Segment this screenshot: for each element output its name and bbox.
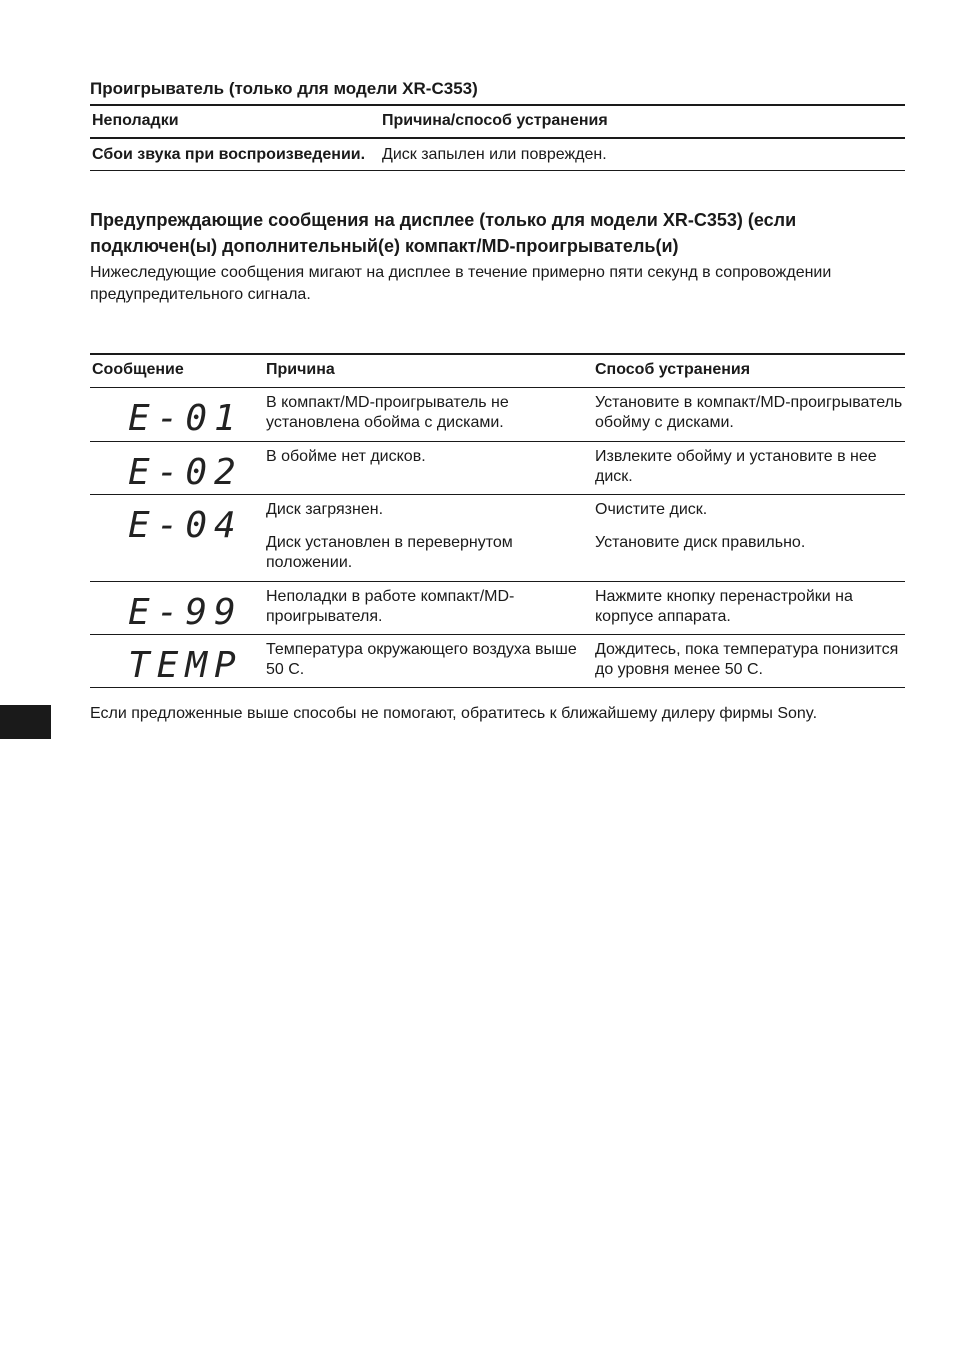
lcd-message: E-01 (128, 398, 243, 439)
header-message: Сообщение (92, 361, 184, 378)
table-header-row (90, 355, 905, 387)
cause-cell (266, 640, 595, 680)
header-remedy: Способ устранения (595, 361, 751, 378)
remedy-cell (595, 500, 905, 574)
warnings-section-title: Предупреждающие сообщения на дисплее (только для модели XR-C353) (если подключен(ы) дополнительный(е) компакт/MD-проигрыватель(и) (90, 210, 797, 256)
cause-cell (266, 587, 595, 627)
message-cell (92, 587, 266, 633)
remedy-text: Очистите диск. (595, 501, 708, 518)
page-tab-marker (0, 705, 51, 739)
warnings-intro: Нижеследующие сообщения мигают на дисплее в течение примерно пяти секунд в сопровождении предупредительного сигнала. (90, 264, 832, 303)
table-row (90, 388, 905, 441)
cause-cell: Диск запылен или поврежден. (382, 146, 607, 163)
player-section-title: Проигрыватель (только для модели XR-C353) (90, 79, 478, 98)
table-header-row (90, 106, 905, 137)
remedy-text: Нажмите кнопку перенастройки на корпусе аппарата. (595, 588, 853, 625)
table-row (90, 139, 905, 170)
warnings-section (90, 208, 905, 305)
player-section (90, 78, 905, 171)
remedy-cell (595, 393, 905, 434)
table-bottom-rule (90, 170, 905, 171)
lcd-message: E-02 (128, 452, 243, 493)
problem-cell: Сбои звука при воспроизведении. (92, 146, 366, 163)
header-problem: Неполадки (92, 112, 179, 129)
cause-cell (266, 393, 595, 434)
table-bottom-rule (90, 687, 905, 688)
message-cell (92, 447, 266, 493)
remedy-cell (595, 587, 905, 627)
warnings-table (90, 353, 905, 688)
cause-text: Диск загрязнен. (266, 501, 384, 518)
remedy-text: Извлеките обойму и установите в нее диск. (595, 448, 877, 485)
message-cell (92, 500, 266, 574)
message-cell (92, 640, 266, 686)
table-row (90, 442, 905, 494)
remedy-cell (595, 640, 905, 680)
cause-text: Неполадки в работе компакт/MD-проигрывателя. (266, 588, 515, 625)
remedy-text: Дождитесь, пока температура понизится до уровня менее 50 C. (595, 641, 899, 678)
cause-text: Температура окружающего воздуха выше 50 C. (266, 641, 577, 678)
header-cause: Причина (266, 361, 335, 378)
header-cause-remedy: Причина/способ устранения (382, 112, 608, 129)
remedy-text: Установите в компакт/MD-проигрыватель обойму с дисками. (595, 394, 903, 431)
table-row (90, 495, 905, 581)
cause-text: В компакт/MD-проигрыватель не установлена обойма с дисками. (266, 394, 509, 431)
cause-cell (266, 447, 595, 487)
remedy-text: Установите диск правильно. (595, 534, 806, 551)
cause-text: В обойме нет дисков. (266, 448, 426, 465)
cause-text: Диск установлен в перевернутом положении. (266, 534, 513, 571)
table-row (90, 635, 905, 687)
message-cell (92, 393, 266, 439)
table-row (90, 582, 905, 634)
remedy-cell (595, 447, 905, 487)
lcd-message: TEMP (128, 645, 243, 686)
footer-note: Если предложенные выше способы не помогают, обратитесь к ближайшему дилеру фирмы Sony. (90, 705, 818, 722)
lcd-message: E-99 (128, 592, 243, 633)
lcd-message: E-04 (128, 505, 243, 546)
cause-cell (266, 500, 595, 574)
